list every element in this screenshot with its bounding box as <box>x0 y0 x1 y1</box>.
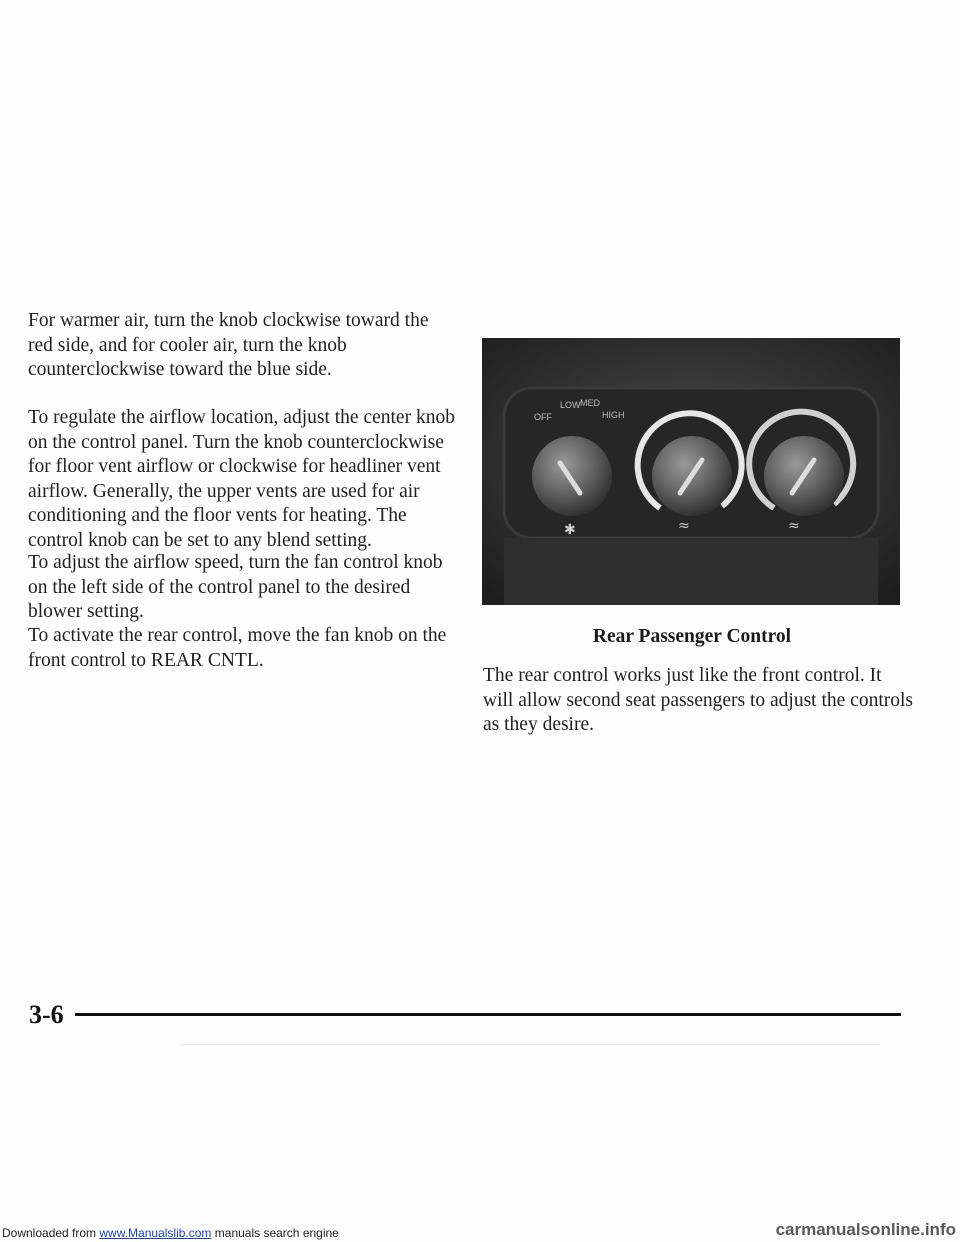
heat-icon: ≈ <box>788 518 800 534</box>
footer-prefix: Downloaded from <box>2 1226 100 1240</box>
paragraph-airflow-location: To regulate the airflow location, adjust the center knob on the control panel. Turn the knob counterclockwise for floor vent airflow or clockwise for headliner vent airflow. Generally, the upper vents are used for air conditioning and the floor vents for heating. The control knob can be set to any blend setting. <box>28 407 455 551</box>
vent-icon: ≈ <box>678 518 690 534</box>
paragraph-airflow-speed: To adjust the airflow speed, turn the fan control knob on the left side of the control panel to the desired blower setting. <box>28 552 443 622</box>
footer-rule <box>75 1013 901 1016</box>
label-low: LOW <box>560 400 581 410</box>
figure-caption: Rear Passenger Control <box>592 626 792 647</box>
label-med: MED <box>580 398 600 408</box>
paragraph-rear-control: The rear control works just like the front control. It will allow second seat passengers to adjust the controls as they desire. <box>483 665 913 735</box>
manualslib-link[interactable]: www.Manualslib.com <box>99 1226 212 1240</box>
scan-artifact-line <box>180 1044 880 1045</box>
fan-knob <box>532 436 612 516</box>
rear-control-photo <box>482 338 900 605</box>
download-footer <box>2 1226 339 1240</box>
footer-suffix: manuals search engine <box>211 1226 339 1240</box>
fan-icon: ✱ <box>564 522 576 538</box>
paragraph-activate-rear: To activate the rear control, move the fan knob on the front control to REAR CNTL. <box>28 625 447 671</box>
page-number: 3-6 <box>29 1000 64 1029</box>
watermark-text: carmanualsonline.info <box>775 1220 956 1239</box>
paragraph-temperature: For warmer air, turn the knob clockwise toward the red side, and for cooler air, turn the knob counterclockwise toward the blue side. <box>28 310 429 380</box>
label-high: HIGH <box>602 410 625 420</box>
label-off: OFF <box>534 412 552 422</box>
